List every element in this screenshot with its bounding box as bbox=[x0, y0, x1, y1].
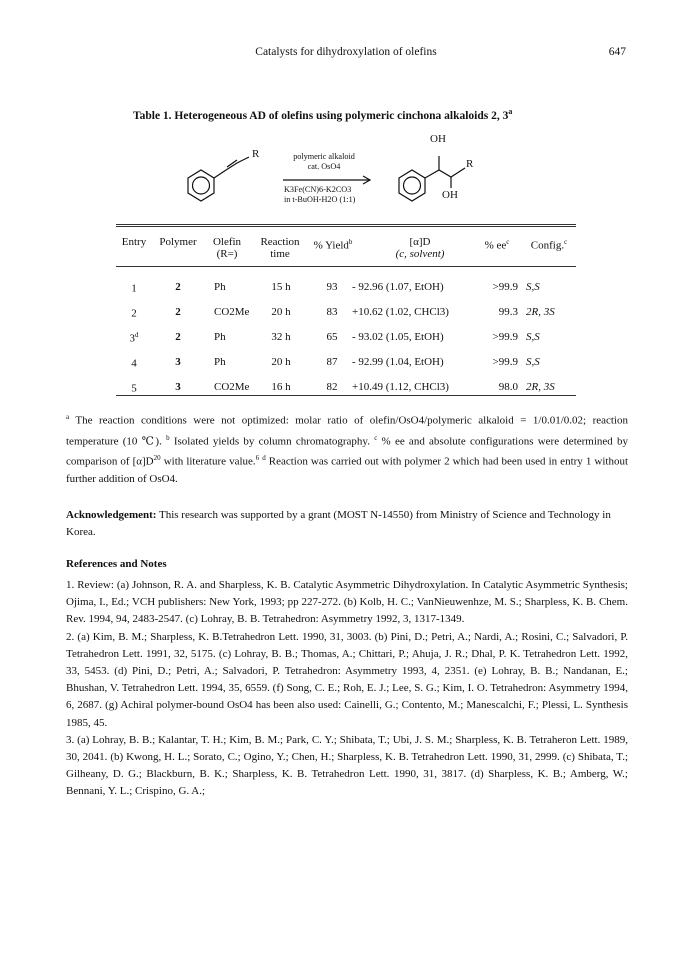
header-yield bbox=[306, 236, 360, 252]
cell-polymer bbox=[152, 381, 204, 393]
conditions-below bbox=[284, 185, 355, 205]
cell-entry bbox=[116, 381, 152, 395]
cell-olefin-value: Ph bbox=[214, 331, 226, 343]
cell-rotation bbox=[352, 306, 476, 318]
footnote-c-mark: c bbox=[374, 433, 378, 442]
reference-1: 1. Review: (a) Johnson, R. A. and Sharpless, K. B. Catalytic Asymmetric Dihydroxylation. In Catalytic Asymmetric Synthesis; Ojima, I., Ed.; VCH publishers: New York, 1993; pp 227-272. (b) Kolb, H. C.; VanNieuwenhze, M. S.; Sharpless, K. B. Chem. Rev. 1994, 94, 2483-2547. (c) Lohray, B. B. Tetrahedron: Asymmetry 1992, 3, 1317-1349. bbox=[66, 579, 628, 626]
cell-yield bbox=[310, 331, 354, 343]
header-entry: Entry bbox=[121, 236, 147, 248]
cell-ee bbox=[474, 306, 518, 318]
header-olefin-line1: Olefin bbox=[212, 236, 242, 248]
footnote-c-reference: 6 bbox=[255, 454, 260, 463]
cell-polymer bbox=[152, 281, 204, 293]
cell-time bbox=[256, 331, 306, 343]
table-header-rule bbox=[116, 266, 576, 267]
cell-olefin bbox=[214, 331, 260, 343]
cell-olefin bbox=[214, 281, 260, 293]
cell-olefin bbox=[214, 381, 260, 393]
cell-entry-mark: d bbox=[135, 331, 139, 339]
acknowledgement-text: This research was supported by a grant (MOST N-14550) from Ministry of Science and Technology in Korea. bbox=[66, 509, 611, 538]
cell-time bbox=[256, 381, 306, 393]
footnote-c-pre: % ee and absolute configurations were determined by comparison of [α]D bbox=[66, 435, 629, 468]
cell-time bbox=[256, 281, 306, 293]
header-polymer: Polymer bbox=[159, 236, 197, 248]
product-aromatic-circle bbox=[404, 177, 421, 194]
product-benzene-ring bbox=[399, 170, 425, 201]
cell-ee-value: >99.9 bbox=[492, 281, 518, 293]
cell-olefin-value: Ph bbox=[214, 281, 226, 293]
table-caption-mark: a bbox=[508, 107, 513, 116]
header-olefin bbox=[204, 236, 250, 260]
cell-yield bbox=[310, 356, 354, 368]
cell-yield-value: 82 bbox=[326, 381, 338, 393]
cell-olefin bbox=[214, 306, 260, 318]
cell-ee-value: 99.3 bbox=[498, 306, 518, 318]
header-reaction-time bbox=[250, 236, 310, 260]
page-number: 647 bbox=[608, 46, 626, 58]
footnote-c-superscript: 20 bbox=[153, 454, 161, 463]
table-top-rule-double bbox=[116, 226, 576, 227]
product-r-label: R bbox=[466, 158, 474, 170]
header-ee-text: % ee bbox=[484, 239, 507, 252]
cell-time-value: 15 h bbox=[271, 281, 291, 293]
cell-yield-value: 87 bbox=[326, 356, 338, 368]
cell-entry-value: 4 bbox=[131, 357, 137, 370]
cell-ee bbox=[474, 331, 518, 343]
cell-rotation-value: +10.49 (1.12, CHCl3) bbox=[352, 381, 449, 393]
cell-polymer-value: 3 bbox=[175, 356, 181, 368]
cell-polymer bbox=[152, 306, 204, 318]
condition-osmium: cat. OsO4 bbox=[307, 162, 341, 171]
header-ee-mark: c bbox=[506, 238, 510, 246]
cell-ee-value: >99.9 bbox=[492, 331, 518, 343]
header-ee bbox=[468, 236, 526, 252]
header-yield-text: % Yield bbox=[313, 239, 349, 252]
cell-entry bbox=[116, 306, 152, 320]
header-rotation-line1: [α]D bbox=[409, 236, 431, 248]
acknowledgement-label: Acknowledgement: bbox=[66, 509, 157, 521]
cell-olefin-value: CO2Me bbox=[214, 306, 250, 318]
cell-entry bbox=[116, 331, 152, 345]
reactant-r-label: R bbox=[252, 148, 260, 160]
cell-rotation-value: - 92.96 (1.07, EtOH) bbox=[352, 281, 444, 293]
cell-yield-value: 93 bbox=[326, 281, 338, 293]
reaction-scheme bbox=[160, 130, 520, 225]
header-rotation bbox=[360, 236, 480, 260]
running-title: Catalysts for dihydroxylation of olefins bbox=[255, 46, 437, 58]
condition-solvent: in t-BuOH-H2O (1:1) bbox=[284, 195, 356, 204]
cell-config-value: 2R, 3S bbox=[526, 306, 555, 318]
cell-rotation bbox=[352, 281, 476, 293]
cell-config-value: S,S bbox=[526, 281, 540, 293]
cell-ee-value: 98.0 bbox=[498, 381, 518, 393]
cell-config bbox=[526, 381, 576, 393]
cell-rotation-value: +10.62 (1.02, CHCl3) bbox=[352, 306, 449, 318]
cell-time-value: 20 h bbox=[271, 356, 291, 368]
cell-polymer-value: 2 bbox=[175, 281, 181, 293]
cell-entry-value: 1 bbox=[131, 282, 137, 295]
header-rotation-line2: (c, solvent) bbox=[395, 248, 445, 260]
cell-config bbox=[526, 281, 576, 293]
cell-entry bbox=[116, 356, 152, 370]
acknowledgement bbox=[66, 507, 628, 541]
cell-yield bbox=[310, 381, 354, 393]
table-bottom-rule bbox=[116, 395, 576, 396]
footnote-d: Reaction was carried out with polymer 2 which had been used in entry 1 without further addition of OsO4. bbox=[66, 455, 629, 485]
cell-rotation-value: - 92.99 (1.04, EtOH) bbox=[352, 356, 444, 368]
reactant-benzene-ring bbox=[188, 170, 214, 201]
header-config-mark: c bbox=[564, 238, 568, 246]
table-footnotes bbox=[66, 409, 628, 488]
cell-polymer bbox=[152, 356, 204, 368]
footnote-b: Isolated yields by column chromatography. bbox=[173, 435, 370, 448]
header-olefin-line2: (R=) bbox=[216, 248, 238, 260]
cell-config-value: S,S bbox=[526, 331, 540, 343]
references-list bbox=[66, 577, 628, 801]
cell-config-value: S,S bbox=[526, 356, 540, 368]
cell-ee bbox=[474, 381, 518, 393]
reaction-scheme-drawing bbox=[160, 130, 520, 225]
cell-ee bbox=[474, 356, 518, 368]
cell-time-value: 16 h bbox=[271, 381, 291, 393]
cell-yield-value: 65 bbox=[326, 331, 338, 343]
table-caption bbox=[133, 107, 512, 122]
reactant-alkene-chain bbox=[214, 157, 249, 178]
product-chain bbox=[425, 168, 465, 178]
header-config bbox=[522, 236, 576, 252]
cell-yield bbox=[310, 281, 354, 293]
footnote-c-post: with literature value. bbox=[163, 455, 256, 468]
cell-config bbox=[526, 306, 576, 318]
table-caption-text: Table 1. Heterogeneous AD of olefins using polymeric cinchona alkaloids 2, 3 bbox=[133, 109, 509, 122]
footnote-a: The reaction conditions were not optimized: molar ratio of olefin/OsO4/polymeric alkaloid = 1/0.01/0.02; reaction temperature (10 ℃). bbox=[66, 414, 628, 448]
cell-polymer bbox=[152, 331, 204, 343]
cell-ee-value: >99.9 bbox=[492, 356, 518, 368]
header-reaction-line2: time bbox=[270, 248, 290, 260]
cell-entry bbox=[116, 281, 152, 295]
footnote-a-mark: a bbox=[66, 413, 70, 421]
product-oh-top-label: OH bbox=[430, 133, 446, 145]
footnote-d-mark: d bbox=[262, 454, 266, 463]
header-reaction-line1: Reaction bbox=[260, 236, 300, 248]
cell-time-value: 32 h bbox=[271, 331, 291, 343]
cell-olefin-value: CO2Me bbox=[214, 381, 250, 393]
cell-yield-value: 83 bbox=[326, 306, 338, 318]
reference-2: 2. (a) Kim, B. M.; Sharpless, K. B.Tetrahedron Lett. 1990, 31, 3003. (b) Pini, D.; Petri, A.; Nardi, A.; Rosini, C.; Salvadori, P. Tetrahedron Lett. 1991, 32, 5175. (c) Lohray, B. B.; Thomas, A.; Chittari, P.; Ahuja, J. R.; Dhal, P. K. Tetrahedron Lett. 1992, 33, 5453. (d) Pini, D.; Petri, A.; Salvadori, P. Tetrahedron: Asymmetry 1993, 4, 2351. (e) Lohray, B. B.; Nandanan, E.; Bhushan, V. Tetrahedron Lett. 1994, 35, 6559. (f) Song, C. E.; Roh, E. J.; Lee, S. G.; Kim, I. O. Tetrahedron: Asymmetry 1994, 6, 2687. (g) Achiral polymer-bound OsO4 has been also used: Cainelli, G.; Contento, M.; Manescalchi, F.; Plessi, L. Synthesis 1985, 45. bbox=[66, 630, 628, 729]
cell-polymer-value: 2 bbox=[175, 306, 181, 318]
condition-oxidant: K3Fe(CN)6-K2CO3 bbox=[284, 185, 352, 194]
conditions-above bbox=[288, 152, 360, 172]
cell-time bbox=[256, 306, 306, 318]
cell-polymer-value: 3 bbox=[175, 381, 181, 393]
cell-time bbox=[256, 356, 306, 368]
cell-config-value: 2R, 3S bbox=[526, 381, 555, 393]
reactant-aromatic-circle bbox=[193, 177, 210, 194]
header-config-text: Config. bbox=[530, 239, 565, 252]
table-top-rule bbox=[116, 224, 576, 225]
cell-ee bbox=[474, 281, 518, 293]
reference-3: 3. (a) Lohray, B. B.; Kalantar, T. H.; Kim, B. M.; Park, C. Y.; Shibata, T.; Ubi, J. S. M.; Sharpless, K. B. Tetraheron Lett. 1989, 30, 2041. (b) Kwong, H. L.; Sorato, C.; Ogino, Y.; Chen, H.; Sharpless, K. B. Tetrahedron Lett. 1990, 31, 2999. (c) Shibata, T.; Gilheany, D. G.; Blackburn, B. K.; Sharpless, K. B. Tetrahedron Lett. 1990, 31, 3817. (d) Sharpless, K. B.; Amberg, W.; Bennani, Y. L.; Crispino, G. A.; bbox=[66, 733, 628, 798]
cell-rotation-value: - 93.02 (1.05, EtOH) bbox=[352, 331, 444, 343]
cell-config bbox=[526, 356, 576, 368]
header-yield-mark: b bbox=[348, 238, 353, 246]
cell-entry-value: 3 bbox=[129, 332, 135, 345]
cell-time-value: 20 h bbox=[271, 306, 291, 318]
footnote-b-mark: b bbox=[166, 433, 170, 442]
cell-rotation bbox=[352, 331, 476, 343]
cell-config bbox=[526, 331, 576, 343]
cell-entry-value: 2 bbox=[131, 307, 137, 320]
cell-rotation bbox=[352, 356, 476, 368]
cell-polymer-value: 2 bbox=[175, 331, 181, 343]
cell-entry-value: 5 bbox=[131, 382, 137, 395]
cell-rotation bbox=[352, 381, 476, 393]
cell-olefin bbox=[214, 356, 260, 368]
cell-olefin-value: Ph bbox=[214, 356, 226, 368]
product-oh-bottom-label: OH bbox=[442, 189, 458, 201]
condition-catalyst: polymeric alkaloid bbox=[293, 152, 355, 161]
cell-yield bbox=[310, 306, 354, 318]
references-heading: References and Notes bbox=[66, 558, 167, 570]
